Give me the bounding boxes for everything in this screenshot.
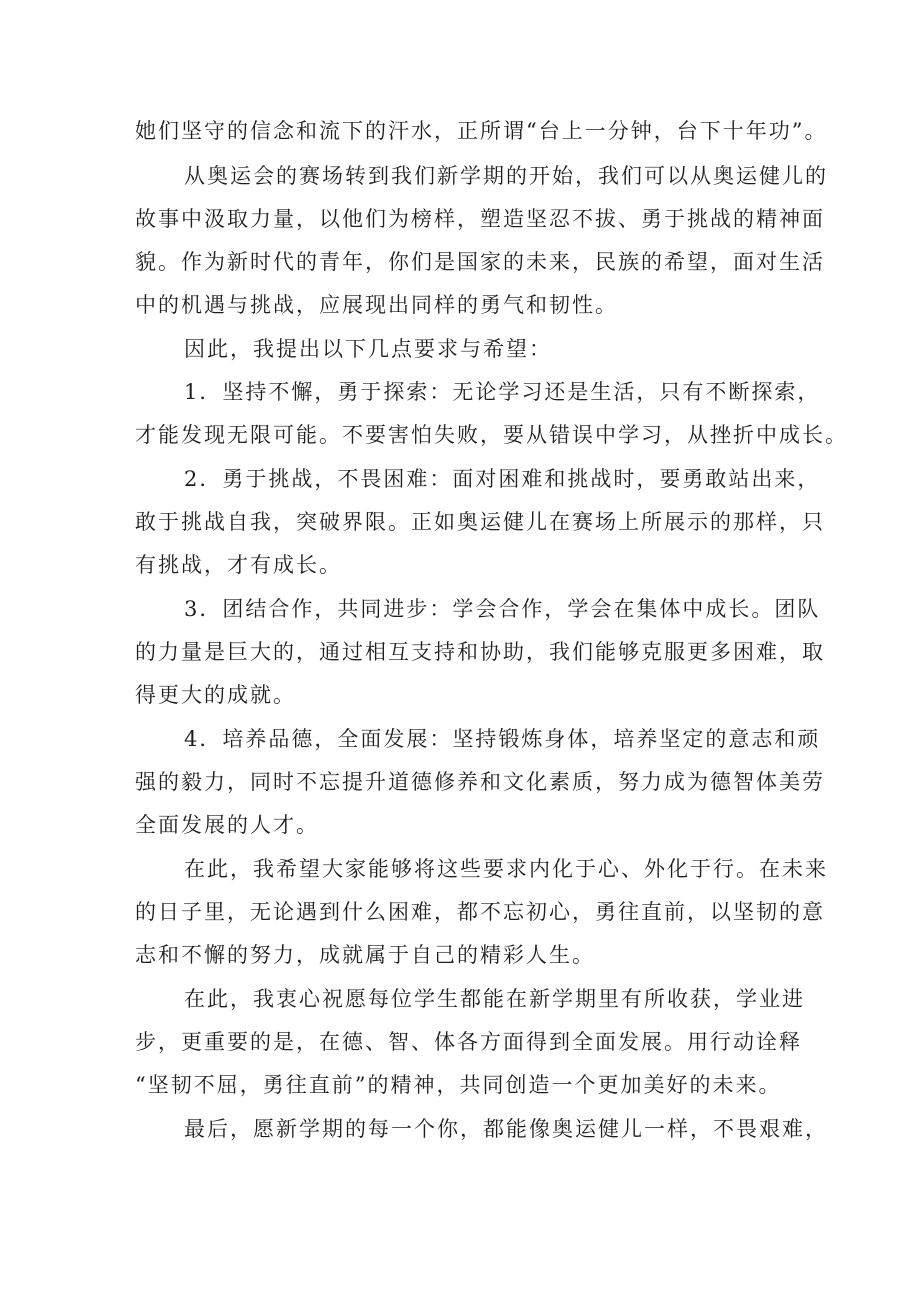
text-line: 有挑战，才有成长。 [135,553,342,577]
text-line: 2．勇于挑战，不畏困难：面对困难和挑战时，要勇敢站出来， [184,467,821,491]
text-line: 志和不懈的努力，成就属于自己的精彩人生。 [135,943,595,967]
text-line: 貌。作为新时代的青年，你们是国家的未来，民族的希望，面对生活 [135,250,825,274]
text-line: 全面发展的人才。 [135,813,319,837]
text-line: 才能发现无限可能。不要害怕失败，要从错误中学习，从挫折中成长。 [135,423,848,447]
text-line: 得更大的成就。 [135,683,296,707]
text-line: 步，更重要的是，在德、智、体各方面得到全面发展。用行动诠释 [135,1030,802,1054]
text-line: 她们坚守的信念和流下的汗水，正所谓“台上一分钟，台下十年功”。 [135,119,828,143]
text-line: 的力量是巨大的，通过相互支持和协助，我们能够克服更多困难，取 [135,640,825,664]
text-line: 故事中汲取力量，以他们为榜样，塑造坚忍不拔、勇于挑战的精神面 [135,207,825,231]
text-line: “坚韧不屈，勇往直前”的精神，共同创造一个更加美好的未来。 [135,1073,782,1097]
text-line: 最后，愿新学期的每一个你，都能像奥运健儿一样，不畏艰难， [184,1117,828,1141]
text-line: 在此，我希望大家能够将这些要求内化于心、外化于行。在未来 [184,857,828,881]
text-line: 中的机遇与挑战，应展现出同样的勇气和韧性。 [135,293,618,317]
text-line: 从奥运会的赛场转到我们新学期的开始，我们可以从奥运健儿的 [184,164,828,188]
text-line: 1．坚持不懈，勇于探索：无论学习还是生活，只有不断探索， [184,380,821,404]
text-line: 4．培养品德，全面发展：坚持锻炼身体，培养坚定的意志和顽 [184,727,821,751]
text-line: 在此，我衷心祝愿每位学生都能在新学期里有所收获，学业进 [184,987,805,1011]
text-line: 强的毅力，同时不忘提升道德修养和文化素质，努力成为德智体美劳 [135,770,825,794]
text-line: 3．团结合作，共同进步：学会合作，学会在集体中成长。团队 [184,597,821,621]
text-line: 敢于挑战自我，突破界限。正如奥运健儿在赛场上所展示的那样，只 [135,510,825,534]
text-line: 因此，我提出以下几点要求与希望： [184,337,552,361]
text-line: 的日子里，无论遇到什么困难，都不忘初心，勇往直前，以坚韧的意 [135,900,825,924]
